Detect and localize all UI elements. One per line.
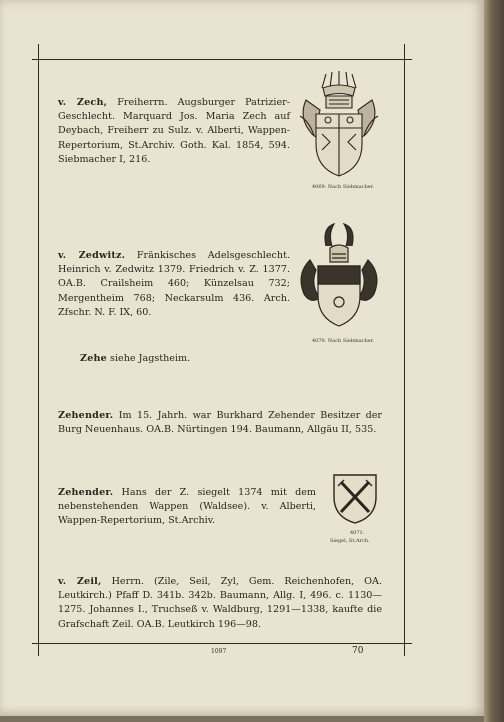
entry-zeil <box>58 575 382 632</box>
coat-of-arms-zedwitz-icon <box>296 222 382 334</box>
caption-4071-num: 4071. <box>350 530 365 536</box>
entry-name: v. Zech, <box>58 97 108 108</box>
folio-number: 1097 <box>211 648 227 655</box>
left-rule <box>38 44 39 656</box>
entry-name: Zehender. <box>58 487 114 498</box>
top-rule <box>32 59 412 60</box>
entry-zedwitz <box>58 249 290 320</box>
entry-text: Herrn. (Zile, Seil, Zyl, Gem. Reichenhofen, OA. Leutkirch.) Pfaff D. 341b. 342b. Baumann, Allg. I, 496. c. 1130—1275. Johannes I., Truchseß v. Waldburg, 1291—1338, kaufte die Grafschaft Zeil. OA.B. Leutkirch 196—98. <box>58 576 383 630</box>
entry-name: v. Zeil, <box>58 576 102 587</box>
caption-4071-src: Siegel, St.Arch. <box>330 538 370 544</box>
entry-text: Freiherrn. Augsburger Patrizier-Geschlecht. Marquard Jos. Maria Zech auf Deybach, Freiherr zu Sulz. v. Alberti, Wappen-Repertorium, St.Archiv. Goth. Kal. 1854, 594. Siebmacher I, 216. <box>58 97 291 165</box>
page-edge <box>484 0 504 722</box>
entry-zech <box>58 96 290 167</box>
entry-text: Im 15. Jahrh. war Burkhard Zehender Besitzer der Burg Neuenhaus. OA.B. Nürtingen 194. Baumann, Allgäu II, 535. <box>58 410 382 436</box>
entry-zehender-2 <box>58 486 316 529</box>
right-rule <box>404 44 405 656</box>
caption-4069: 4069. Nach Siebmacher. <box>312 184 375 190</box>
entry-text: Fränkisches Adelsgeschlecht. Heinrich v. Zedwitz 1379. Friedrich v. Z. 1377. OA.B. Crailsheim 460; Künzelsau 732; Mergentheim 768; Neckarsulm 436. Arch. Zfschr. N. F. IX, 60. <box>58 250 290 318</box>
entry-text: Hans der Z. siegelt 1374 mit dem nebenstehenden Wappen (Waldsee). v. Alberti, Wappen-Repertorium, St.Archiv. <box>58 487 316 527</box>
coat-of-arms-zech-icon <box>296 70 382 180</box>
page-number: 70 <box>352 646 364 656</box>
entry-name: v. Zedwitz. <box>58 250 126 261</box>
caption-4070: 4070. Nach Siebmacher. <box>312 338 375 344</box>
seal-shield-icon <box>331 472 379 526</box>
entry-zehe <box>80 352 280 366</box>
entry-text: siehe Jagstheim. <box>107 353 191 364</box>
entry-name: Zehender. <box>58 410 114 421</box>
bottom-rule <box>32 643 412 644</box>
entry-zehender-1 <box>58 409 382 437</box>
entry-name: Zehe <box>80 353 107 364</box>
